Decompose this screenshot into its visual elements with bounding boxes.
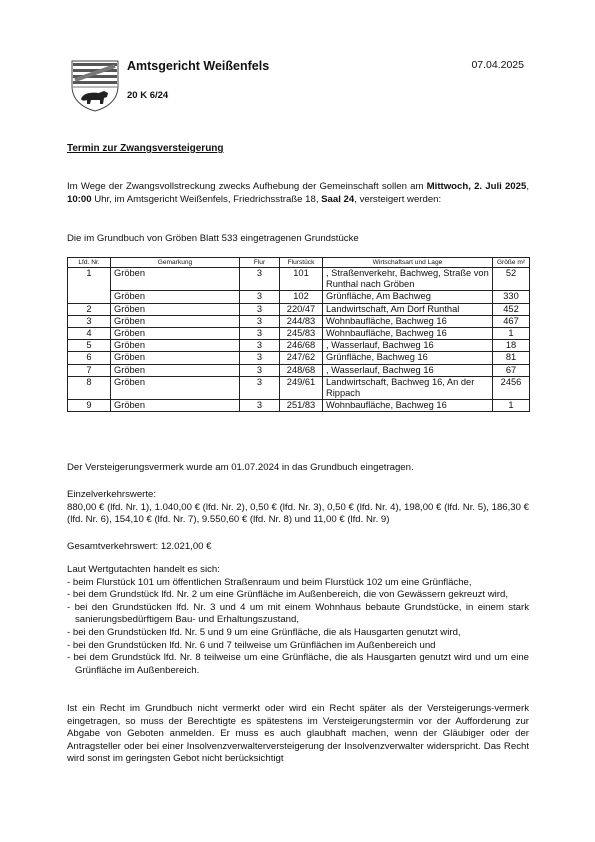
table-row — [68, 364, 530, 376]
cell-groesse: 467 — [493, 315, 530, 327]
cell-groesse: 2456 — [493, 376, 530, 399]
cell-groesse: 330 — [493, 291, 530, 303]
recht-paragraph: Ist ein Recht im Grundbuch nicht vermerkt oder wird ein Recht später als der Versteigerungs-vermerk eingetragen, so muss der Berechtigte es spätestens im Versteigerungstermin vor der Aufforderung zur Abgabe von Geboten anmelden. Er muss es auch glaubhaft machen, wenn der Gläubiger oder der Antragsteller oder bei einer Insolvenzverwalterversteigerung der Insolvenzverwalter widerspricht. Das Recht wird sonst im geringsten Gebot nicht berücksichtigt — [67, 703, 529, 765]
cell-lage: Wohnbaufläche, Bachweg 16 — [323, 400, 493, 412]
cell-nr — [68, 291, 111, 303]
table-row — [68, 340, 530, 352]
cell-flurstueck: 101 — [280, 268, 323, 291]
col-header-gemarkung: Gemarkung — [111, 258, 240, 268]
cell-groesse: 52 — [493, 268, 530, 291]
cell-nr: 1 — [68, 268, 111, 291]
cell-flur: 3 — [240, 364, 280, 376]
cell-lage: , Wasserlauf, Bachweg 16 — [323, 364, 493, 376]
plots-table-body — [68, 268, 530, 412]
gutachten-list — [67, 577, 529, 678]
cell-lage: Landwirtschaft, Am Dorf Runthal — [323, 303, 493, 315]
table-row — [68, 400, 530, 412]
table-row — [68, 291, 530, 303]
cell-lage: Grünfläche, Bachweg 16 — [323, 352, 493, 364]
cell-flur: 3 — [240, 328, 280, 340]
intro-date: Mittwoch, 2. Juli 2025 — [426, 181, 527, 192]
document-heading: Termin zur Zwangsversteigerung — [67, 143, 224, 154]
col-header-nr: Lfd. Nr. — [68, 258, 111, 268]
table-row — [68, 315, 530, 327]
coat-of-arms-logo — [71, 60, 119, 112]
einzelwerte-section — [67, 489, 529, 527]
cell-nr: 3 — [68, 315, 111, 327]
cell-gemarkung: Gröben — [111, 328, 240, 340]
cell-nr: 5 — [68, 340, 111, 352]
table-row — [68, 376, 530, 399]
file-number: 20 K 6/24 — [127, 90, 169, 101]
gutachten-intro: Laut Wertgutachten handelt es sich: — [67, 564, 220, 575]
list-item: - bei dem Grundstück lfd. Nr. 2 um eine Grünfläche im Außenbereich, die von Gewässern gekreuzt wird, — [67, 589, 508, 601]
vermerk-text: Der Versteigerungsvermerk wurde am 01.07.2024 in das Grundbuch eingetragen. — [67, 462, 414, 473]
gutachten-section — [67, 564, 529, 677]
einzelwerte-label: Einzelverkehrswerte: — [67, 489, 157, 500]
list-item: - bei den Grundstücken lfd. Nr. 3 und 4 um mit einem Wohnhaus bebaute Grundstücke, in einem stark sanierungsbedürftigem Bau- und Erhaltungszustand, — [67, 601, 529, 626]
cell-groesse: 18 — [493, 340, 530, 352]
cell-lage: Grünfläche, Am Bachweg — [323, 291, 493, 303]
cell-lage: Wohnbaufläche, Bachweg 16 — [323, 315, 493, 327]
intro-time: 10:00 — [67, 193, 92, 205]
col-header-lage: Wirtschaftsart und Lage — [323, 258, 493, 268]
cell-gemarkung: Gröben — [111, 315, 240, 327]
cell-gemarkung: Gröben — [111, 364, 240, 376]
list-item: - beim Flurstück 101 um öffentlichen Straßenraum und beim Flurstück 102 um eine Grünfläche, — [67, 576, 472, 588]
col-header-groesse: Größe m² — [493, 258, 530, 268]
cell-flurstueck: 247/62 — [280, 352, 323, 364]
cell-lage: , Wasserlauf, Bachweg 16 — [323, 340, 493, 352]
table-row — [68, 328, 530, 340]
cell-gemarkung: Gröben — [111, 340, 240, 352]
cell-flurstueck: 248/68 — [280, 364, 323, 376]
einzelwerte-text: 880,00 € (lfd. Nr. 1), 1.040,00 € (lfd. Nr. 2), 0,50 € (lfd. Nr. 3), 0,50 € (lfd. Nr. 4), 198,00 € (lfd. Nr. 5), 186,30 € (lfd. Nr. 6), 154,10 € (lfd. Nr. 7), 9.550,60 € (lfd. Nr. 8) und 11,00 € (lfd. Nr. 9) — [67, 501, 529, 526]
cell-flurstueck: 249/61 — [280, 376, 323, 399]
col-header-flur: Flur — [240, 258, 280, 268]
cell-gemarkung: Gröben — [111, 376, 240, 399]
cell-nr: 4 — [68, 328, 111, 340]
cell-nr: 9 — [68, 400, 111, 412]
intro-text-1: Im Wege der Zwangsvollstreckung zwecks Aufhebung der Gemeinschaft sollen am — [67, 181, 427, 192]
list-item: - bei den Grundstücken lfd. Nr. 5 und 9 um eine Grünfläche, die als Hausgarten genutzt wird, — [67, 626, 461, 638]
cell-flurstueck: 102 — [280, 291, 323, 303]
court-name: Amtsgericht Weißenfels — [127, 59, 270, 73]
cell-flurstueck: 246/68 — [280, 340, 323, 352]
cell-nr: 8 — [68, 376, 111, 399]
cell-flurstueck: 220/47 — [280, 303, 323, 315]
grundbuch-line: Die im Grundbuch von Gröben Blatt 533 eingetragenen Grundstücke — [67, 233, 359, 244]
intro-room: Saal 24 — [321, 193, 355, 205]
intro-text-3: Uhr, im Amtsgericht Weißenfels, Friedrichsstraße 18, — [91, 193, 322, 205]
col-header-flurstueck: Flurstück — [280, 258, 323, 268]
cell-flurstueck: 244/83 — [280, 315, 323, 327]
cell-flur: 3 — [240, 315, 280, 327]
cell-flur: 3 — [240, 352, 280, 364]
cell-nr: 6 — [68, 352, 111, 364]
cell-gemarkung: Gröben — [111, 268, 240, 291]
cell-lage: Wohnbaufläche, Bachweg 16 — [323, 328, 493, 340]
cell-nr: 7 — [68, 364, 111, 376]
table-row — [68, 303, 530, 315]
intro-paragraph — [67, 181, 529, 206]
list-item: - bei dem Grundstück lfd. Nr. 8 teilweise um eine Grünfläche, die als Hausgarten genutzt wird und um eine Grünfläche im Außenbereich. — [67, 652, 529, 676]
list-item: - bei den Grundstücken lfd. Nr. 6 und 7 teilweise um Grünflächen im Außenbereich und — [67, 639, 436, 651]
cell-gemarkung: Gröben — [111, 291, 240, 303]
table-row — [68, 268, 530, 291]
intro-text-2: , — [526, 181, 529, 192]
cell-groesse: 1 — [493, 328, 530, 340]
cell-groesse: 452 — [493, 303, 530, 315]
cell-flurstueck: 251/83 — [280, 400, 323, 412]
cell-gemarkung: Gröben — [111, 400, 240, 412]
cell-flurstueck: 245/83 — [280, 328, 323, 340]
cell-flur: 3 — [240, 268, 280, 291]
plots-table — [67, 257, 530, 412]
cell-flur: 3 — [240, 376, 280, 399]
cell-groesse: 81 — [493, 352, 530, 364]
cell-gemarkung: Gröben — [111, 352, 240, 364]
table-header-row — [68, 258, 530, 268]
cell-lage: , Straßenverkehr, Bachweg, Straße von Runthal nach Gröben — [323, 268, 493, 291]
cell-flur: 3 — [240, 303, 280, 315]
cell-lage: Landwirtschaft, Bachweg 16, An der Rippach — [323, 376, 493, 399]
cell-gemarkung: Gröben — [111, 303, 240, 315]
gesamtwert-text: Gesamtverkehrswert: 12.021,00 € — [67, 541, 212, 552]
cell-groesse: 67 — [493, 364, 530, 376]
document-date: 07.04.2025 — [471, 59, 524, 71]
cell-groesse: 1 — [493, 400, 530, 412]
intro-text-4: , versteigert werden: — [354, 193, 442, 205]
cell-flur: 3 — [240, 400, 280, 412]
cell-flur: 3 — [240, 340, 280, 352]
table-row — [68, 352, 530, 364]
cell-nr: 2 — [68, 303, 111, 315]
cell-flur: 3 — [240, 291, 280, 303]
